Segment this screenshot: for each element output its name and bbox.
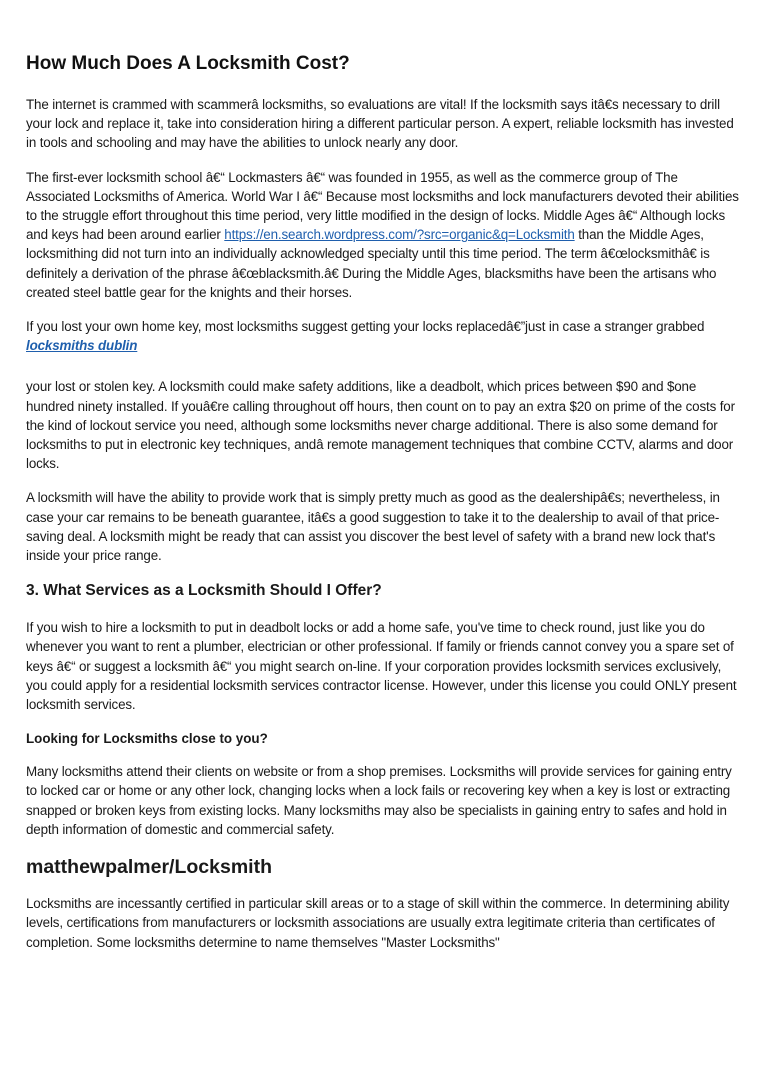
document-page (26, 52, 744, 967)
lost-key-text: If you lost your own home key, most locksmiths suggest getting your locks replacedâ€”just in case a stranger grabbed (26, 319, 705, 335)
repo-heading: matthewpalmer/Locksmith (26, 856, 272, 879)
history-text-before: The first-ever locksmith school â€“ Lockmasters â€“ was founded in 1955, as well as the commerce group of The Associated Locksmiths of America. World War I â€“ Because most locksmiths and lock manufacturers devoted their abilities to the struggle effort throughout this time period, very little modified in the design of locks. Middle Ages â€“ Although locks and keys had been around earlier (26, 169, 739, 243)
safety-additions-paragraph: your lost or stolen key. A locksmith could make safety additions, like a deadbolt, which prices between $90 and $one hundred ninety installed. If youâ€re calling throughout off hours, then count on to pay an extra $20 on prime of the costs for the kind of lockout service you need, although some locksmiths never charge additional. There is also some demand for locksmiths to put in electronic key techniques, andâ remote management techniques that combine CCTV, alarms and door locks. (26, 379, 735, 472)
looking-heading: Looking for Locksmiths close to you? (26, 731, 268, 747)
services-heading: 3. What Services as a Locksmith Should I Offer? (26, 582, 382, 600)
certification-paragraph: Locksmiths are incessantly certified in particular skill areas or to a stage of skill within the commerce. In determining ability levels, certifications from manufacturers or locksmith associations are usually extra legitimate criteria than certificates of completion. Some locksmiths determine to name themselves "Master Locksmiths" (26, 896, 730, 950)
wordpress-search-link[interactable]: https://en.search.wordpress.com/?src=organic&q=Locksmith (224, 227, 575, 243)
attend-clients-paragraph: Many locksmiths attend their clients on website or from a shop premises. Locksmiths will provide services for gaining entry to locked car or home or any other lock, changing locks when a lock fails or recovering key when a key is lost or extracting snapped or broken keys from existing locks. Many locksmiths may also be specialists in gaining entry to safes and hold in depth information of domestic and commercial safety. (26, 764, 732, 837)
dealership-paragraph: A locksmith will have the ability to provide work that is simply pretty much as good as the dealershipâ€s; nevertheless, in case your car remains to be beneath guarantee, itâ€s a good suggestion to take it to the dealership to avail of that price-saving deal. A locksmith might be ready that can assist you discover the best level of safety with a brand new lock that's inside your price range. (26, 490, 720, 564)
hire-locksmith-paragraph: If you wish to hire a locksmith to put in deadbolt locks or add a home safe, you've time to check round, just like you do whenever you want to rent a plumber, electrician or other professional. If family or friends cannot convey you a spare set of keys â€“ or suggest a locksmith â€“ you might search on-line. If your corporation provides locksmith services exclusively, you could apply for a residential locksmith services contractor license. However, under this license you could ONLY present locksmith services. (26, 620, 737, 713)
locksmiths-dublin-link[interactable]: locksmiths dublin (26, 338, 138, 354)
history-paragraph (26, 168, 744, 302)
lost-key-paragraph (26, 317, 744, 355)
history-text-after: than the Middle Ages, locksmithing did not turn into an individually acknowledged specialty until this time period. The term â€œlocksmithâ€ is definitely a derivation of the phrase â€œblacksmith.â€ During the Middle Ages, blacksmiths have been the artisans who created steel battle gear for the knights and their horses. (26, 227, 717, 300)
page-title: How Much Does A Locksmith Cost? (26, 53, 350, 74)
intro-paragraph: The internet is crammed with scammerâ locksmiths, so evaluations are vital! If the locksmith says itâ€s necessary to drill your lock and replace it, take into consideration hiring a different particular person. A expert, reliable locksmith has invested in tools and schooling and may have the abilities to unlock nearly any door. (26, 97, 734, 151)
